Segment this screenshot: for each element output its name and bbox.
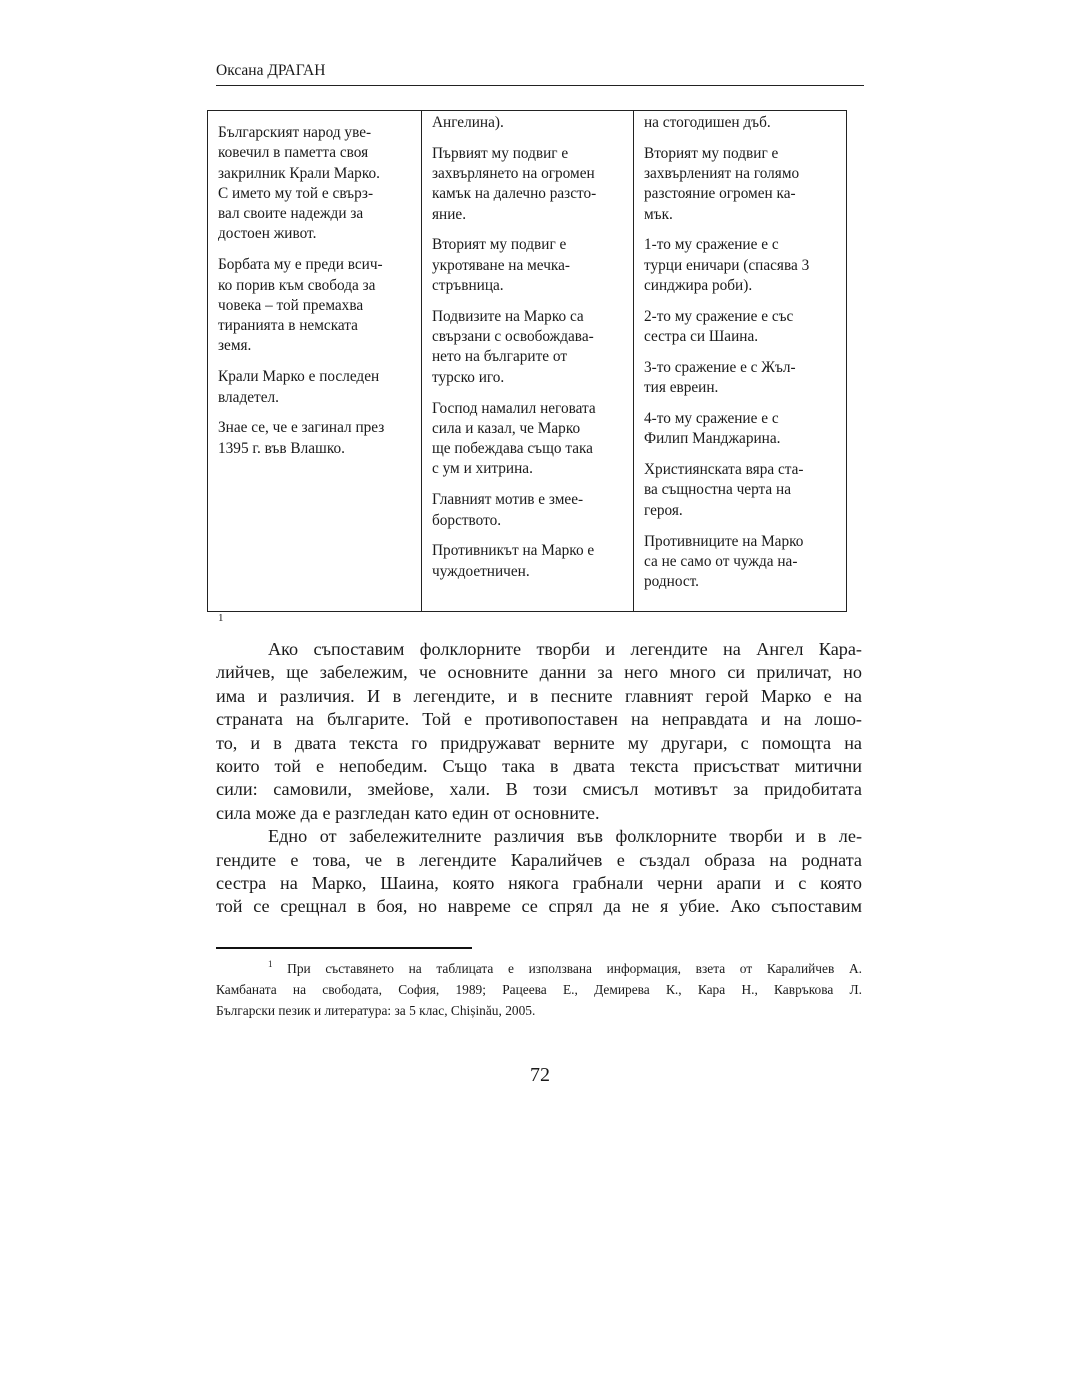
cell-line: сестра си Шаина. [644,328,759,346]
cell-line: борството. [432,511,502,529]
cell-paragraph [644,113,838,133]
cell-line: 4-то му сражение е с [644,410,779,428]
footnote-line [216,958,862,979]
cell-line: захвърленият на голямо [644,165,800,183]
cell-line: Крали Марко е последен [218,368,380,386]
cell-line: са не само от чужда на- [644,552,798,570]
cell-line: мък. [644,205,673,223]
cell-line: Господ намалил неговата [432,399,596,417]
cell-line: чуждоетничен. [432,562,530,580]
cell-paragraph [432,235,625,296]
table-column-3 [633,111,846,611]
cell-paragraph [218,123,413,245]
cell-paragraph [644,532,838,593]
paragraph-line: сестра на Марко, Шаина, която някога грабнали черни арапи и с която [216,873,862,894]
cell-line: стръвница. [432,277,504,295]
cell-paragraph [432,399,625,480]
running-header-author: Оксана ДРАГАН [216,62,326,79]
cell-paragraph [644,144,838,225]
footnote-rule [216,947,472,949]
paragraph-line: сила може да е разгледан като един от основните. [216,802,600,823]
cell-line: свързани с освобождава- [432,328,594,346]
paragraph-line: лийчев, ще забележим, че основните данни за него много си приличат, но [216,662,862,683]
cell-line: 1395 г. във Влашко. [218,439,345,457]
cell-line: разстояние огромен ка- [644,185,796,203]
paragraph-line: гендите е това, че в легендите Каралийчев е създал образа на родната [216,849,862,870]
cell-line: 1-то му сражение е с [644,236,779,254]
cell-line: на стогодишен дъб. [644,114,771,131]
cell-paragraph [644,358,838,399]
cell-line: 2-то му сражение е със [644,307,794,325]
cell-paragraph [644,307,838,348]
paragraph-line: Едно от забележителните различия във фолклорните творби и в ле- [268,826,862,847]
paragraph [216,638,862,825]
cell-paragraph [432,307,625,388]
footnote-text: Камбаната на свободата, София, 1989; Рацеева Е., Демирева К., Кара Н., Кавръкова Л. [216,982,862,997]
cell-line: тия евреин. [644,379,719,397]
footnote-line [216,979,862,1000]
cell-line: Знае се, че е загинал през [218,419,385,437]
cell-line: Противникът на Марко е [432,542,595,560]
footnote-line [216,1000,862,1021]
cell-line: захвърлянето на огромен [432,165,595,183]
cell-line: Първият му подвиг е [432,144,569,162]
cell-line: Християнската вяра ста- [644,461,804,479]
paragraph-line: има и различия. И в легендите, и в песните главният герой Марко е на [216,685,862,706]
footnote-text: Български пезик и литература: за 5 клас, Chișinău, 2005. [216,1003,536,1018]
cell-line: турци еничари (спасява 3 [644,256,810,274]
paragraph-line: то, и в двата текста го придружават верните му другари, с помощта на [216,732,862,753]
cell-paragraph [644,460,838,521]
cell-line: владетел. [218,388,279,406]
cell-line: закрилник Крали Марко. [218,164,380,182]
paragraph-line: той се срещнал в боя, но навреме се спрял да не я убие. Ако съпоставим [216,896,862,917]
cell-line: ще побеждава също така [432,440,593,458]
cell-line: земя. [218,337,252,355]
header-rule [216,85,864,86]
cell-line: 3-то сражение е с Жъл- [644,358,796,376]
cell-line: героя. [644,501,683,519]
cell-line: Главният мотив е змее- [432,491,584,509]
cell-line: камък на далечно разсто- [432,185,597,203]
cell-line: нето на българите от [432,348,568,366]
cell-line: Ангелина). [432,114,504,131]
cell-line: Борбата му е преди всич- [218,256,383,274]
cell-line: Филип Манджарина. [644,430,781,448]
cell-paragraph [432,490,625,531]
cell-line: вал своите надежди за [218,205,364,223]
cell-line: ковечил в паметта своя [218,144,369,162]
footnote [216,958,862,1021]
paragraph [216,825,862,919]
paragraph-line: които той е непобедим. Също така в двата текста присъстват митични [216,756,862,777]
cell-line: синджира роби). [644,277,753,295]
table-column-2 [421,111,633,611]
cell-paragraph [432,541,625,582]
page-number: 72 [530,1064,550,1086]
cell-line: ко порив към свобода за [218,276,376,294]
cell-line: родност. [644,573,700,591]
cell-paragraph [218,418,413,459]
cell-line: с ум и хитрина. [432,460,533,478]
cell-paragraph [644,235,838,296]
cell-line: Вторият му подвиг е [432,236,567,254]
cell-line: сила и казал, че Марко [432,419,581,437]
cell-line: тиранията в немската [218,317,358,335]
paragraph-line: страната на българите. Той е противопоставен на неправдата и на лошо- [216,709,862,730]
cell-line: турско иго. [432,368,505,386]
cell-paragraph [644,409,838,450]
paragraph-line: сили: самовили, змейове, хали. В този смисъл мотивът за придобитата [216,779,862,800]
paragraph-line: Ако съпоставим фолклорните творби и легендите на Ангел Кара- [268,639,862,659]
table-footnote-ref: 1 [218,612,224,624]
comparison-table [207,110,847,612]
cell-paragraph [218,255,413,356]
cell-line: Българският народ уве- [218,124,372,141]
cell-line: С името му той е свърз- [218,184,374,202]
cell-line: човека – той премахва [218,296,364,314]
cell-line: достоен живот. [218,225,317,243]
table-column-1 [208,111,421,611]
footnote-text: При съставянето на таблицата е използвана информация, взета от Каралийчев А. [287,961,862,976]
cell-line: яние. [432,205,467,223]
footnote-number: 1 [268,959,273,969]
cell-paragraph [218,367,413,408]
cell-paragraph [432,113,625,133]
body-text [216,638,862,919]
cell-line: Вторият му подвиг е [644,144,779,162]
cell-line: Подвизите на Марко са [432,307,584,325]
cell-paragraph [432,144,625,225]
cell-line: укротяване на мечка- [432,256,570,274]
cell-line: ва същностна черта на [644,481,791,499]
cell-line: Противниците на Марко [644,532,804,550]
